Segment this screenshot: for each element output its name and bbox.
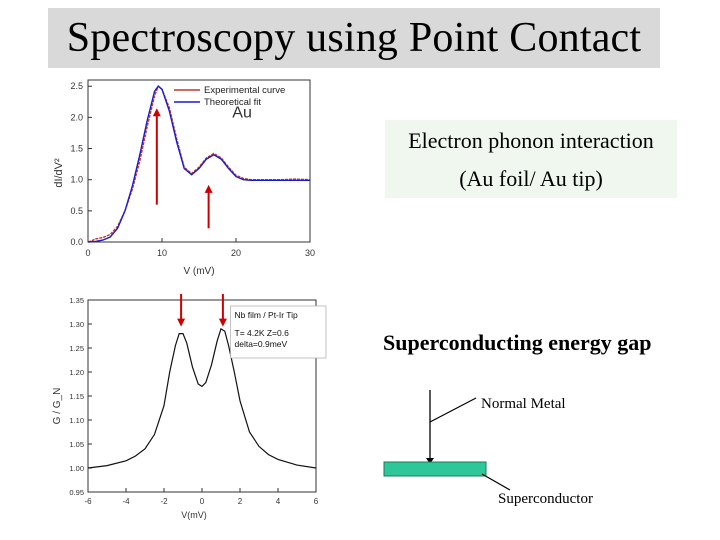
x-tick-label: 10 (156, 248, 168, 258)
y-tick-label: 1.10 (69, 416, 84, 425)
x-tick-label: 0 (85, 248, 91, 258)
sc-gap-heading: Superconducting energy gap (383, 330, 652, 355)
box-line-1: Electron phonon interaction (408, 128, 654, 153)
series-line-theoretical (88, 86, 310, 242)
x-tick-label: -2 (160, 497, 168, 506)
y-tick-label: 1.0 (70, 174, 83, 185)
y-tick-label: 1.15 (69, 392, 84, 401)
x-axis-label: V (mV) (183, 266, 215, 277)
y-tick-label: 1.30 (69, 320, 84, 329)
x-tick-label: 4 (275, 497, 281, 506)
chart-nb-panel (48, 290, 338, 530)
superconductor-leader (482, 474, 510, 490)
y-tick-label: 0.0 (70, 237, 83, 247)
normal-metal-leader (430, 398, 476, 422)
y-tick-label: 1.20 (69, 368, 84, 377)
legend-label: Experimental curve (204, 85, 286, 96)
normal-metal-label: Normal Metal (481, 396, 566, 412)
chart-nb (48, 290, 338, 530)
y-tick-label: 0.95 (69, 488, 84, 497)
x-tick-label: 2 (237, 497, 243, 506)
superconductor-block (384, 462, 486, 476)
chart-au-panel (48, 72, 328, 284)
arrow-peak-2-head (205, 185, 213, 193)
legend-title: Nb film / Pt-Ir Tip (234, 310, 298, 320)
box-line-2: (Au foil/ Au tip) (459, 166, 603, 191)
annotation-line: delta=0.9meV (234, 339, 288, 349)
x-tick-label: 6 (313, 497, 319, 506)
y-tick-label: 2.0 (70, 112, 83, 123)
annotation-au: Au (232, 104, 252, 122)
x-tick-label: 0 (199, 497, 205, 506)
x-tick-label: -4 (122, 497, 130, 506)
superconductor-label: Superconductor (498, 491, 593, 507)
chart-au (48, 72, 328, 284)
arrow-peak-1-head (153, 108, 161, 116)
y-tick-label: 1.25 (69, 344, 84, 353)
x-tick-label: -6 (84, 497, 92, 506)
legend-label: Theoretical fit (204, 97, 262, 108)
x-tick-label: 20 (230, 248, 242, 258)
electron-phonon-box (385, 120, 677, 198)
y-axis-label: G / G_N (52, 387, 63, 425)
slide-title: Spectroscopy using Point Contact (66, 15, 642, 61)
y-tick-label: 2.5 (70, 81, 83, 92)
y-tick-label: 0.5 (70, 205, 83, 216)
y-tick-label: 1.05 (69, 440, 84, 449)
y-tick-label: 1.35 (69, 296, 84, 305)
annotation-line: T= 4.2K Z=0.6 (234, 328, 289, 338)
gap-arrow-2-head (219, 319, 227, 327)
y-axis-label: dI/dV² (53, 158, 65, 188)
y-tick-label: 1.5 (70, 143, 83, 154)
slide-title-box (48, 8, 660, 68)
y-tick-label: 1.00 (69, 464, 84, 473)
x-axis-label: V(mV) (181, 510, 207, 520)
x-tick-label: 30 (304, 248, 316, 258)
gap-arrow-1-head (177, 319, 185, 327)
